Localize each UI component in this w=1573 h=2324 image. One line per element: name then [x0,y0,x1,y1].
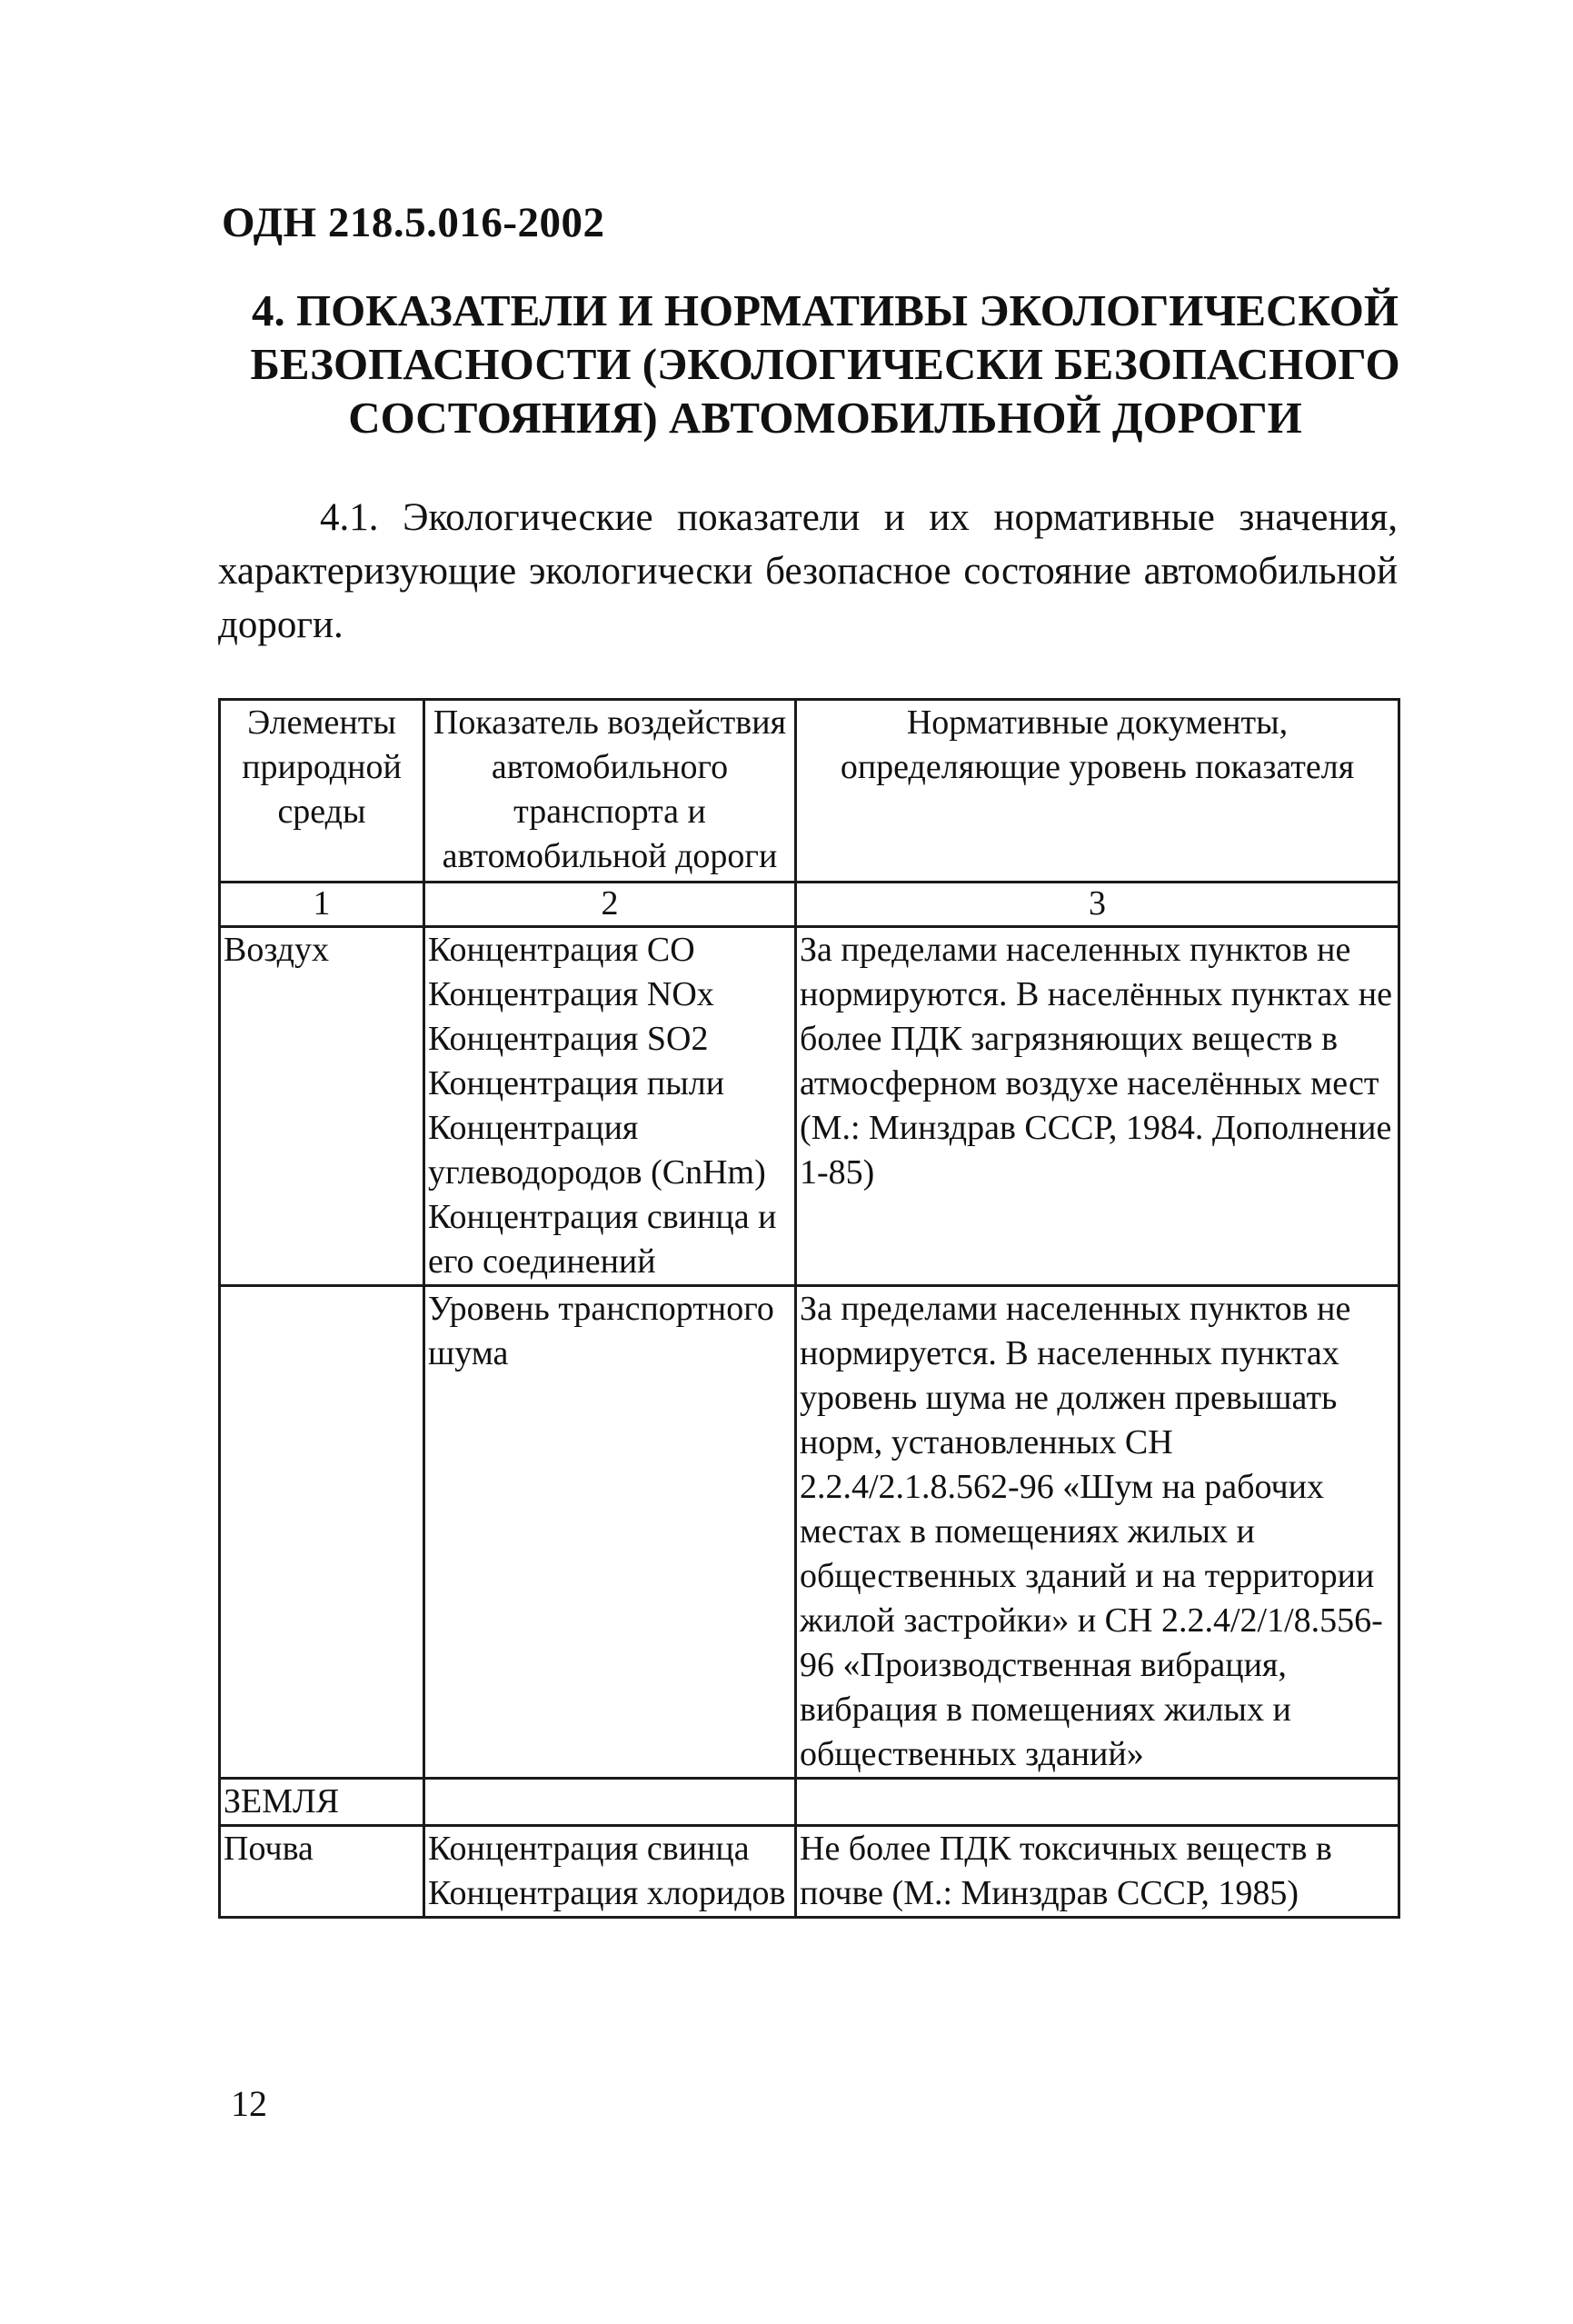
table-header-row [220,700,1399,883]
intro-paragraph: 4.1. Экологические показатели и их нормативные значения, характеризующие экологически безопасное состояние автомобильной дороги. [218,496,1398,646]
header-norm-documents: Нормативные документы, определяющие уровень показателя [796,700,1399,883]
indicator-item: Концентрация CO [428,931,695,969]
element-cell: Почва [220,1826,424,1918]
norm-cell: За пределами населенных пунктов не нормируются. В населённых пунктах не более ПДК загрязняющих веществ в атмосферном воздухе населённых мест (М.: Минздрав СССР, 1984. Дополнение 1-85) [796,927,1399,1286]
indicators-cell [424,1286,796,1779]
indicator-item: Концентрация хлоридов [428,1874,786,1912]
table-row-soil [220,1826,1399,1918]
element-cell: ЗЕМЛЯ [220,1779,424,1826]
element-cell: Воздух [220,927,424,1286]
indicator-item: Концентрация SO2 [428,1020,709,1058]
table-row-air [220,927,1399,1286]
page-number: 12 [231,2083,267,2124]
norm-cell: Не более ПДК токсичных веществ в почве (М.: Минздрав СССР, 1985) [796,1826,1399,1918]
column-number: 2 [424,883,796,927]
indicator-item: Концентрация свинца [428,1830,750,1868]
indicator-item: Концентрация NOx [428,975,714,1013]
norm-cell: За пределами населенных пунктов не нормируется. В населенных пунктах уровень шума не должен превышать норм, установленных СН 2.2.4/2.1.8.562-96 «Шум на рабочих местах в помещениях жилых и общественных зданий и на территории жилой застройки» и СН 2.2.4/2/1/8.556-96 «Производственная вибрация, вибрация в помещениях жилых и общественных зданий» [796,1286,1399,1779]
header-element: Элементы природной среды [220,700,424,883]
indicators-cell [424,1779,796,1826]
indicator-item: Концентрация углеводородов (CnHm) [428,1109,766,1192]
indicator-item: Уровень транспортного шума [428,1290,774,1372]
norm-cell [796,1779,1399,1826]
document-code: ОДН 218.5.016-2002 [222,199,605,246]
element-cell [220,1286,424,1779]
header-indicator: Показатель воздействия автомобильного транспорта и автомобильной дороги [424,700,796,883]
column-number-row [220,883,1399,927]
indicators-cell [424,1826,796,1918]
column-number: 3 [796,883,1399,927]
table-row-earth [220,1779,1399,1826]
indicators-cell [424,927,796,1286]
indicator-item: Концентрация свинца и его соединений [428,1198,777,1281]
table-row-noise [220,1286,1399,1779]
ecology-norms-table [218,698,1400,1919]
indicator-item: Концентрация пыли [428,1064,725,1102]
section-title: 4. ПОКАЗАТЕЛИ И НОРМАТИВЫ ЭКОЛОГИЧЕСКОЙ БЕЗОПАСНОСТИ (ЭКОЛОГИЧЕСКИ БЕЗОПАСНОГО СОСТОЯНИЯ) АВТОМОБИЛЬНОЙ ДОРОГИ [250,285,1400,443]
column-number: 1 [220,883,424,927]
